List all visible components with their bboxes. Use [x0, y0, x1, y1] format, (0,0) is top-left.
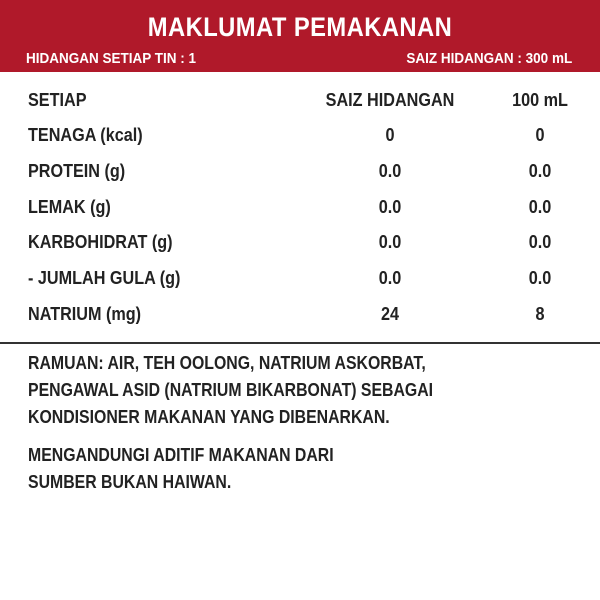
per-serving-value: 0.0 — [378, 161, 402, 181]
per-serving-value: 0.0 — [378, 232, 402, 252]
notice-line: SUMBER BUKAN HAIWAN. — [28, 472, 232, 492]
table-row — [0, 197, 600, 223]
per-100ml-value: 8 — [535, 304, 545, 324]
ingredients-line: RAMUAN: AIR, TEH OOLONG, NATRIUM ASKORBAT, — [28, 353, 426, 373]
per-100ml-value: 0.0 — [528, 161, 552, 181]
ingredients-line: KONDISIONER MAKANAN YANG DIBENARKAN. — [28, 407, 390, 427]
page-title: MAKLUMAT PEMAKANAN — [147, 12, 453, 42]
table-row — [0, 304, 600, 330]
table-row — [0, 125, 600, 151]
section-divider — [0, 342, 600, 344]
per-serving-value: 0.0 — [378, 268, 402, 288]
table-row — [0, 232, 600, 258]
per-100ml-value: 0 — [535, 125, 545, 145]
nutrient-label: PROTEIN (g) — [28, 161, 126, 181]
notice-line: MENGANDUNGI ADITIF MAKANAN DARI — [28, 445, 334, 465]
nutrient-label: TENAGA (kcal) — [28, 125, 143, 145]
per-100ml-value: 0.0 — [528, 268, 552, 288]
ingredients-line: PENGAWAL ASID (NATRIUM BIKARBONAT) SEBAGAI — [28, 380, 434, 400]
nutrient-label: NATRIUM (mg) — [28, 304, 142, 324]
nutrient-label: KARBOHIDRAT (g) — [28, 232, 173, 252]
per-serving-value: 24 — [380, 304, 400, 324]
table-row — [0, 268, 600, 294]
per-100ml-value: 0.0 — [528, 197, 552, 217]
nutrition-header — [0, 0, 600, 72]
serving-size: SAIZ HIDANGAN : 300 mL — [406, 50, 572, 67]
nutrient-label: - JUMLAH GULA (g) — [28, 268, 181, 288]
per-serving-value: 0.0 — [378, 197, 402, 217]
per-serving-value: 0 — [385, 125, 395, 145]
column-header-serving: SAIZ HIDANGAN — [325, 90, 455, 110]
ingredients-text — [28, 350, 521, 431]
nutrient-label: LEMAK (g) — [28, 197, 111, 217]
per-100ml-value: 0.0 — [528, 232, 552, 252]
additive-notice — [28, 442, 521, 496]
servings-per-tin: HIDANGAN SETIAP TIN : 1 — [26, 50, 197, 67]
table-row — [0, 161, 600, 187]
column-header-100ml: 100 mL — [512, 90, 568, 110]
table-header-row — [0, 90, 600, 116]
column-header-per: SETIAP — [28, 90, 87, 110]
